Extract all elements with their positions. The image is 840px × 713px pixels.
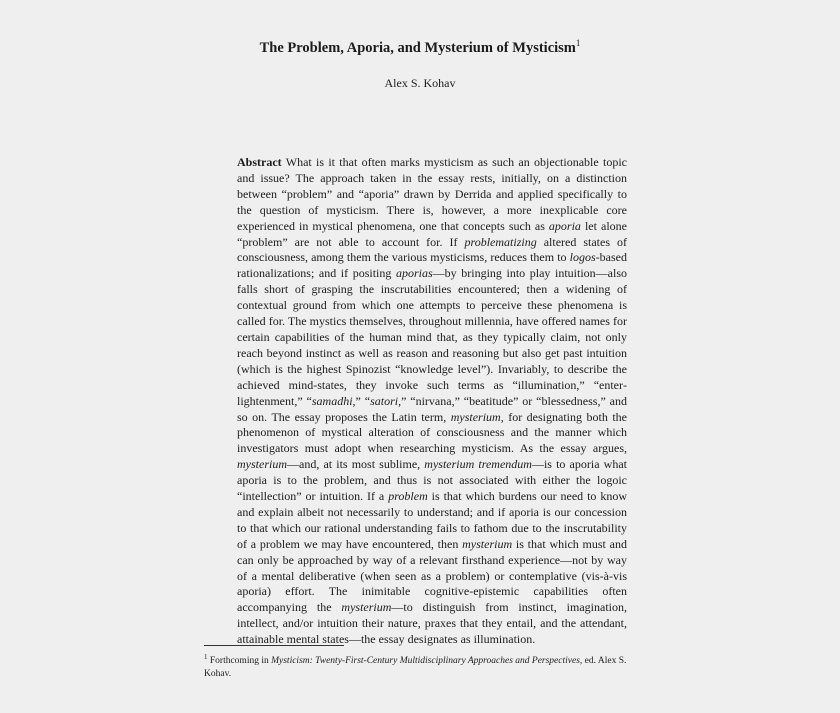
abstract-text-run: ,” “nirvana,” “beatitude” or “blessedness,” and so on. The essay proposes the Latin term, bbox=[237, 393, 628, 424]
abstract-text-run: -based rationalizations; and if positing bbox=[237, 250, 627, 281]
abstract-text-run: What is it that often marks mysticism as such an objectionable topic and issue? The approach taken in the essay rests, initially, on a distinction between “problem” and “aporia” drawn by Derrida and applied specifically to the question of mysticism. There is, however, a more inexplicable core experienced in mystical phenomena, one that concepts such as bbox=[237, 155, 627, 233]
abstract-text-run: is that which must and can only be approached by way of a relevant firsthand experience—not by way of a mental deliberative (when seen as a problem) or contemplative (vis-à-vis aporia) effort. The inimitable cognitive-epistemic capabilities often accompanying the bbox=[237, 536, 627, 615]
footnote-venue: Mysticism: Twenty-First-Century Multidisciplinary Approaches and Perspectives bbox=[271, 656, 580, 667]
footnote-mark: 1 bbox=[204, 653, 208, 661]
footnote-prefix: Forthcoming in bbox=[207, 656, 272, 667]
abstract-italic-term: satori bbox=[370, 393, 399, 408]
abstract-italic-term: mysterium tremendum bbox=[424, 457, 532, 472]
abstract-italic-term: aporias bbox=[395, 266, 433, 281]
abstract-label: Abstract bbox=[237, 155, 282, 169]
paper-title bbox=[0, 38, 840, 57]
abstract-italic-term: problem bbox=[388, 489, 428, 504]
title-text: The Problem, Aporia, and Mysterium of Mysticism bbox=[259, 39, 576, 56]
abstract-text-run: —and, at its most sublime, bbox=[287, 457, 425, 472]
abstract-italic-term: mysterium bbox=[341, 600, 392, 615]
abstract-text-run: , for designating both the phenomenon of mystical alteration of consciousness and the manner which investigators must adopt when researching mysticism. As the essay argues, bbox=[237, 409, 627, 456]
abstract-italic-term: logos bbox=[569, 250, 596, 265]
abstract-text-run: ,” “ bbox=[352, 393, 371, 408]
abstract-text-run: altered states of consciousness, among them the various mysticisms, reduces them to bbox=[237, 234, 627, 265]
footnote bbox=[204, 651, 634, 681]
title-footnote-mark: 1 bbox=[575, 38, 581, 48]
abstract-text-run: —by bringing into play intuition—also falls short of grasping the inscrutabilities encountered; then a widening of contextual ground from which one attempts to perceive these phenomena is called for. The mystics themselves, throughout millennia, have offered names for certain capabilities of the human mind that, as they typically claim, not only reach beyond instinct as well as reason and reasoning but also get past intuition (which is the highest Spinozist “knowledge level”). Invariably, to describe the achieved mind-states, they invoke such terms as “illumination,” “enterlightenment,” “ bbox=[237, 266, 627, 408]
abstract-italic-term: mysterium bbox=[237, 457, 287, 472]
abstract-italic-term: problematizing bbox=[464, 234, 537, 249]
footnote-suffix: , ed. Alex S. Kohav. bbox=[204, 656, 627, 680]
author-name: Alex S. Kohav bbox=[384, 76, 456, 90]
abstract-text-run: is that which burdens our need to know and explain albeit not necessarily to understand; and if aporia is our concession to that which our rational understanding fails to fathom due to the inscrutability of a problem we may have encountered, then bbox=[237, 489, 628, 551]
abstract-italic-term: samadhi bbox=[311, 393, 353, 408]
abstract-paragraph bbox=[237, 155, 627, 648]
abstract-italic-term: mysterium bbox=[450, 409, 501, 424]
abstract-text-run: let alone “problem” are not able to account for. If bbox=[237, 218, 627, 249]
abstract-text-run: —to distinguish from instinct, imagination, intellect, and/or intuition their nature, praxes that they entail, and the attendant, attainable mental states—the essay designates as illumination. bbox=[237, 600, 627, 647]
abstract-text-run: —is to aporia what aporia is to the problem, and thus is not associated with either the logoic “intellection” or intuition. If a bbox=[237, 457, 627, 504]
abstract-italic-term: aporia bbox=[548, 218, 581, 233]
abstract-italic-term: mysterium bbox=[462, 536, 513, 551]
footnote-divider bbox=[204, 645, 344, 646]
